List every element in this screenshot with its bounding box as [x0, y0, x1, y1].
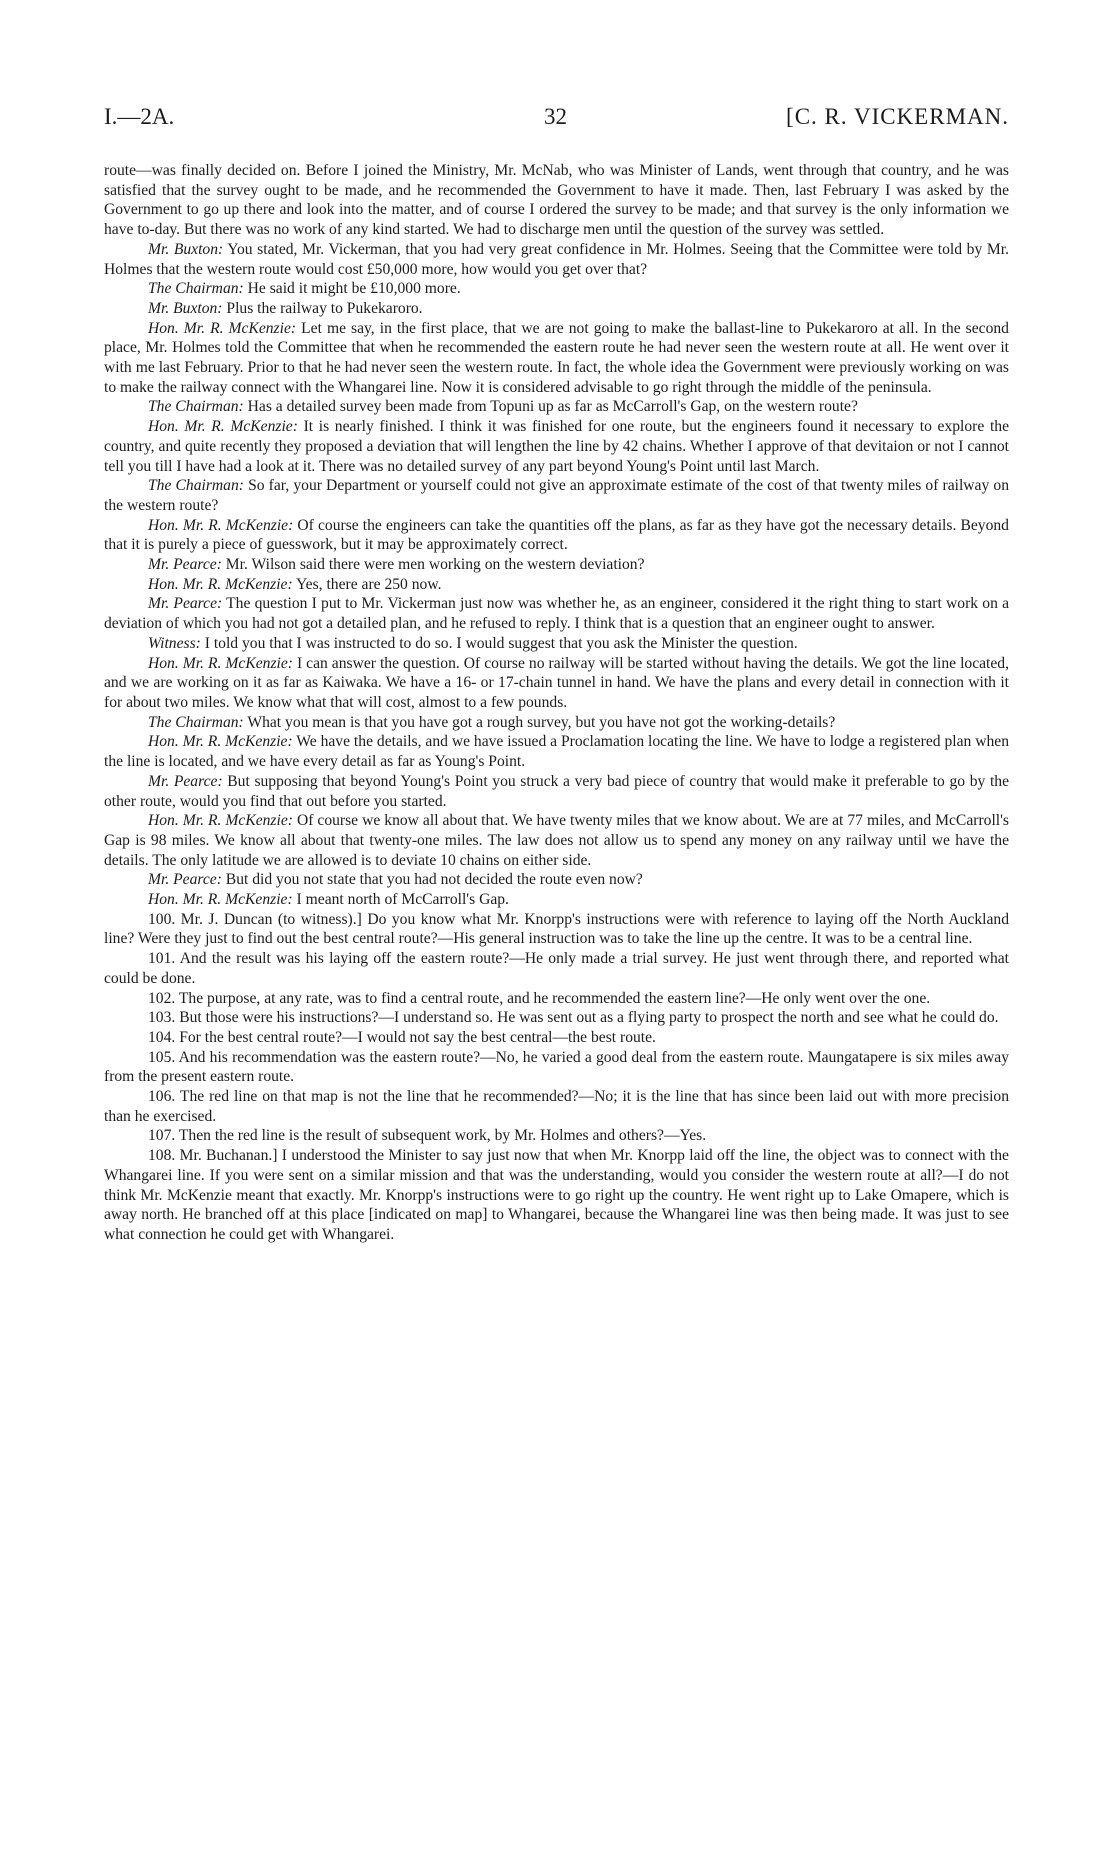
paragraph-text: 104. For the best central route?—I would not say the best central—the best route.	[148, 1028, 656, 1046]
speaker: The Chairman:	[148, 280, 244, 298]
speaker: Hon. Mr. R. McKenzie:	[148, 575, 293, 593]
page-header	[104, 104, 1009, 134]
paragraph-text: 105. And his recommendation was the eastern route?—No, he varied a good deal from the eastern route. Maungatapere is six miles away from the present eastern route.	[104, 1048, 1009, 1086]
paragraph	[104, 949, 1009, 988]
speaker: Witness:	[148, 634, 201, 652]
paragraph	[104, 811, 1009, 870]
paragraph	[104, 1048, 1009, 1087]
paragraph	[104, 1087, 1009, 1126]
paragraph	[104, 594, 1009, 633]
paragraph-text: But supposing that beyond Young's Point you struck a very bad piece of country that would make it preferable to go by the other route, would you find that out before you started.	[104, 772, 1009, 810]
paragraph	[104, 1126, 1009, 1146]
paragraph	[104, 516, 1009, 555]
paragraph	[104, 1028, 1009, 1048]
paragraph-text: You stated, Mr. Vickerman, that you had very great confidence in Mr. Holmes. Seeing that the Committee were told by Mr. Holmes that the western route would cost £50,000 more, how would you get over that?	[104, 240, 1009, 278]
speaker: 108. Mr. Buchanan.]	[148, 1147, 278, 1165]
paragraph-text: 102. The purpose, at any rate, was to find a central route, and he recommended the eastern line?—He only went over the one.	[148, 989, 931, 1007]
paragraph-text: (to witness).] Do you know what Mr. Knorpp's instructions were with reference to laying off the North Auckland line? Were they just to find out the best central route?—His general instruction was to take the line up the centre. It was to be a central line.	[104, 910, 1009, 948]
speaker: Hon. Mr. R. McKenzie:	[148, 891, 293, 909]
speaker: Hon. Mr. R. McKenzie:	[148, 654, 293, 672]
paragraph-text: route—was finally decided on. Before I joined the Ministry, Mr. McNab, who was Minister of Lands, went through that country, and he was satisfied that the survey ought to be made, and he recommended the Government to have it made. Then, last February I was asked by the Government to go up there and look into the matter, and of course I ordered the survey to be made; and that survey is the only information we have to-day. But there was no work of any kind started. We had to discharge men until the question of the survey was settled.	[104, 162, 1009, 239]
paragraph	[104, 555, 1009, 575]
paragraph-text: Let me say, in the first place, that we are not going to make the ballast-line to Pukekaroro at all. In the second place, Mr. Holmes told the Committee that when he recommended the eastern route he had never seen the western route at all. He went over it with me last February. Prior to that he had never seen the western route. In fact, the whole idea the Government were previously working on was to make the railway connect with the Whangarei line. Now it is considered advisable to go right through the middle of the peninsula.	[104, 319, 1009, 396]
transcript-body	[104, 161, 1009, 1245]
paragraph-text: It is nearly finished. I think it was finished for one route, but the engineers found it necessary to explore the country, and quite recently they proposed a deviation that will lengthen the line by 42 chains. Whether I approve of that devitaion or not I cannot tell you till I have had a look at it. There was no detailed survey of any part beyond Young's Point until last March.	[104, 418, 1010, 475]
paragraph	[104, 417, 1009, 476]
witness-name: [C. R. VICKERMAN.	[786, 104, 1009, 129]
paragraph-text: I told you that I was instructed to do so. I would suggest that you ask the Minister the question.	[200, 634, 798, 652]
page-number: 32	[544, 104, 567, 129]
speaker: Mr. Pearce:	[148, 595, 223, 613]
paragraph	[104, 240, 1009, 279]
paragraph	[104, 654, 1009, 713]
speaker: Mr. Pearce:	[148, 772, 223, 790]
speaker: The Chairman:	[148, 713, 244, 731]
paragraph	[104, 910, 1009, 949]
paragraph-text: Of course we know all about that. We have twenty miles that we know about. We are at 77 miles, and McCarroll's Gap is 98 miles. We know all about that twenty-one miles. The law does not allow us to spend any money on any railway until we have the details. The only latitude we are allowed is to deviate 10 chains on either side.	[104, 812, 1009, 869]
speaker: Hon. Mr. R. McKenzie:	[148, 516, 294, 534]
paragraph	[104, 1146, 1009, 1245]
paragraph	[104, 870, 1009, 890]
paragraph-text: 107. Then the red line is the result of subsequent work, by Mr. Holmes and others?—Yes.	[148, 1127, 707, 1145]
paragraph	[104, 732, 1009, 771]
paragraph-text: Mr. Wilson said there were men working on the western deviation?	[221, 556, 645, 574]
paragraph-text: 106. The red line on that map is not the line that he recommended?—No; it is the line that has since been laid out with more precision than he exercised.	[104, 1088, 1009, 1125]
speaker: Hon. Mr. R. McKenzie:	[148, 319, 297, 337]
paragraph-text: I can answer the question. Of course no railway will be started without having the details. We got the line located, and we are working on it as far as Kaiwaka. We have a 16- or 17-chain tunnel in hand. We have the plans and every detail in connection with it for about two miles. We know what that will cost, almost to a few pounds.	[104, 654, 1009, 711]
paragraph	[104, 890, 1009, 910]
speaker: Hon. Mr. R. McKenzie:	[148, 418, 298, 436]
paragraph-text: I meant north of McCarroll's Gap.	[292, 891, 509, 909]
paragraph	[104, 319, 1009, 398]
paragraph-text: So far, your Department or yourself could not give an approximate estimate of the cost of that twenty miles of railway on the western route?	[104, 477, 1009, 514]
paragraph	[104, 634, 1009, 654]
paragraph	[104, 713, 1009, 733]
paragraph	[104, 989, 1009, 1009]
paragraph	[104, 476, 1009, 515]
paragraph-text: Has a detailed survey been made from Topuni up as far as McCarroll's Gap, on the western route?	[243, 398, 858, 416]
paragraph-text: Yes, there are 250 now.	[292, 575, 442, 593]
document-reference: I.—2A.	[104, 104, 175, 129]
paragraph-text: But did you not state that you had not decided the route even now?	[221, 871, 643, 889]
paragraph	[104, 397, 1009, 417]
paragraph-text: Plus the railway to Pukekaroro.	[222, 299, 423, 317]
paragraph	[104, 279, 1009, 299]
paragraph	[104, 161, 1009, 240]
speaker: Mr. Pearce:	[148, 871, 222, 889]
paragraph	[104, 299, 1009, 319]
paragraph-text: I understood the Minister to say just now that when Mr. Knorpp laid off the line, the object was to connect with the Whangarei line. If you were sent on a similar mission and that was the understanding, would you consider the western route at all?—I do not think Mr. McKenzie meant that exactly. Mr. Knorpp's instructions were to go right up the country. He went right up to Lake Omapere, which is away north. He branched off at this place [indicated on map] to Whangarei, because the Whangarei line was then being made. It was just to see what connection he could get with Whangarei.	[104, 1147, 1009, 1243]
speaker: Mr. Buxton:	[148, 299, 223, 317]
paragraph	[104, 575, 1009, 595]
speaker: Mr. Buxton:	[148, 240, 224, 258]
speaker: The Chairman:	[148, 398, 244, 416]
speaker: Mr. Pearce:	[148, 556, 222, 574]
paragraph-text: What you mean is that you have got a rough survey, but you have not got the working-details?	[243, 713, 836, 731]
paragraph-text: We have the details, and we have issued a Proclamation locating the line. We have to lodge a registered plan when the line is located, and we have every detail as far as Young's Point.	[104, 733, 1009, 771]
speaker: 100. Mr. J. Duncan	[148, 910, 273, 928]
speaker: Hon. Mr. R. McKenzie:	[148, 733, 293, 751]
speaker: Hon. Mr. R. McKenzie:	[148, 812, 293, 830]
paragraph-text: The question I put to Mr. Vickerman just now was whether he, as an engineer, considered it the right thing to start work on a deviation of which you had not got a detailed plan, and he refused to reply. I think that is a question that an engineer ought to answer.	[104, 595, 1009, 633]
paragraph-text: 103. But those were his instructions?—I understand so. He was sent out as a flying party to prospect the north and see what he could do.	[148, 1009, 999, 1027]
paragraph-text: Of course the engineers can take the quantities off the plans, as far as they have got the necessary details. Beyond that it is purely a piece of guesswork, but it may be approximately correct.	[104, 516, 1009, 554]
paragraph-text: He said it might be £10,000 more.	[243, 280, 461, 298]
speaker: The Chairman:	[148, 477, 244, 495]
paragraph-text: 101. And the result was his laying off the eastern route?—He only made a trial survey. He just went through there, and reported what could be done.	[104, 950, 1009, 987]
paragraph	[104, 772, 1009, 811]
paragraph	[104, 1008, 1009, 1028]
